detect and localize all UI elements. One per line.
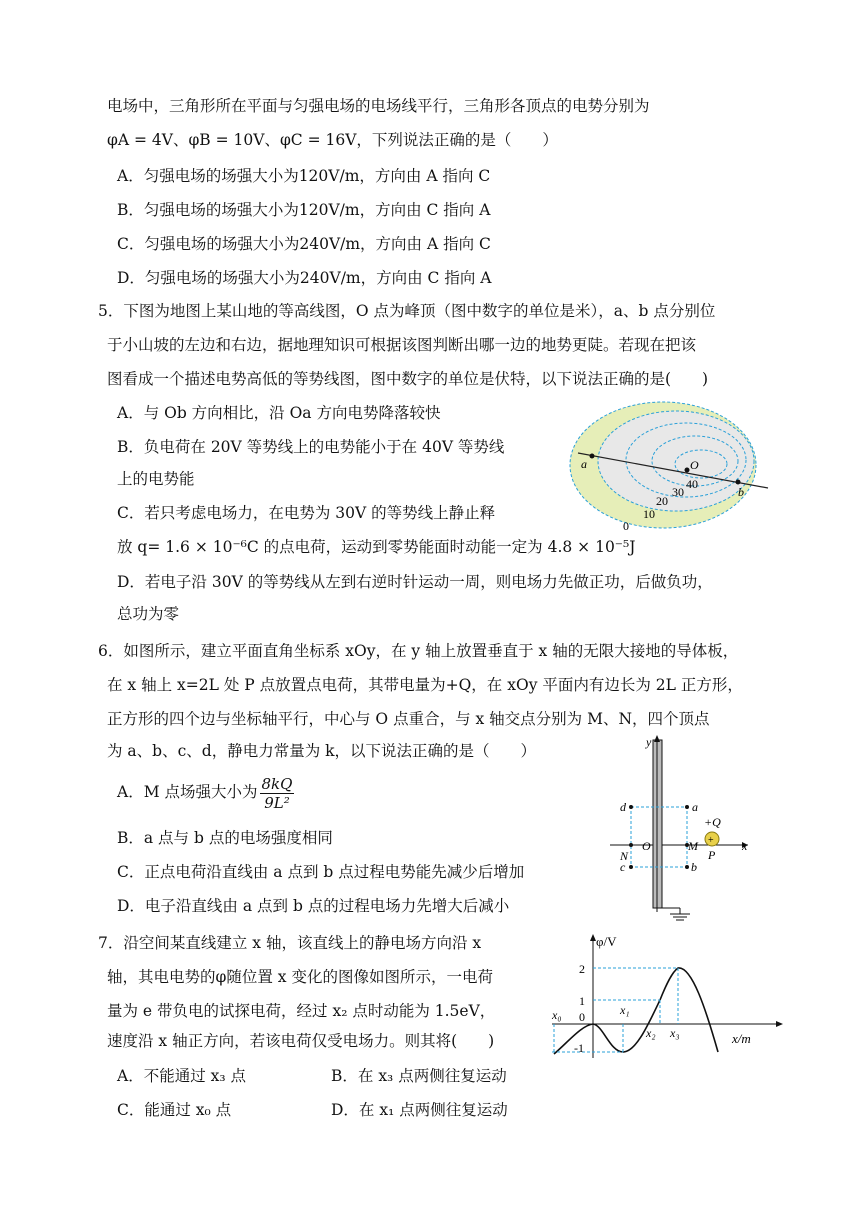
x-axis-label: x/m [732, 1031, 751, 1046]
q6-option-a-fraction [260, 775, 295, 812]
q7-option-a: A．不能通过 x₃ 点 [117, 1067, 247, 1085]
q6-option-d: D．电子沿直线由 a 点到 b 点的过程电场力先增大后减小 [117, 897, 510, 915]
contour-map-figure [568, 398, 773, 538]
q4-intro: 电场中，三角形所在平面与匀强电场的电场线平行，三角形各顶点的电势分别为 [107, 97, 650, 115]
q7-option-d: D．在 x₁ 点两侧往复运动 [331, 1101, 508, 1119]
label-10: 10 [643, 507, 655, 521]
label-20: 20 [656, 494, 668, 508]
tick-neg1: -1 [574, 1041, 584, 1055]
frac-denominator: 9L² [264, 793, 290, 812]
q6-stem-3: 正方形的四个边与坐标轴平行，中心与 O 点重合，与 x 轴交点分别为 M、N，四个顶点 [107, 710, 710, 728]
label-0: 0 [623, 519, 629, 533]
y-axis-label: φ/V [596, 934, 617, 949]
q6-stem-1: 6．如图所示，建立平面直角坐标系 xOy，在 y 轴上放置垂直于 x 轴的无限大接地的导体板， [98, 642, 739, 660]
label-x1: x₁ [620, 1003, 630, 1017]
frac-numerator: 8kQ [261, 774, 293, 793]
q5-option-c-cont: 放 q= 1.6 × 10⁻⁶C 的点电荷，运动到零势能面时动能一定为 4.8 × 10⁻⁵J [117, 538, 636, 556]
label-plus-Q: +Q [704, 815, 721, 829]
label-a: a [581, 457, 587, 471]
label-c: c [620, 860, 626, 874]
q7-stem-3: 量为 e 带负电的试探电荷，经过 x₂ 点时动能为 1.5eV， [107, 1002, 496, 1020]
label-N: N [620, 849, 629, 863]
label-x3: x₃ [670, 1026, 680, 1040]
q4-option-d: D．匀强电场的场强大小为240V/m，方向由 C 指向 A [117, 269, 492, 287]
q7-stem-1: 7．沿空间某直线建立 x 轴，该直线上的静电场方向沿 x [98, 934, 482, 952]
q7-stem-4: 速度沿 x 轴正方向，若该电荷仅受电场力。则其将( ) [107, 1032, 495, 1050]
tick-2: 2 [579, 962, 585, 976]
q5-stem-1: 5．下图为地图上某山地的等高线图，O 点为峰顶（图中数字的单位是米），a、b 点分别位 [98, 302, 716, 320]
contour-40 [675, 450, 727, 478]
q5-option-a: A．与 Ob 方向相比，沿 Oa 方向电势降落较快 [117, 404, 441, 422]
q4-potentials: φA = 4V、φB = 10V、φC = 16V，下列说法正确的是（ ） [107, 131, 558, 149]
q7-option-c: C．能通过 x₀ 点 [117, 1101, 232, 1119]
q5-option-d-cont: 总功为零 [117, 605, 180, 623]
q6-option-a-prefix: A．M 点场强大小为 [117, 783, 258, 801]
label-d: d [620, 800, 626, 814]
q5-stem-2: 于小山坡的左边和右边，据地理知识可根据该图判断出哪一边的地势更陡。若现在把该 [107, 336, 697, 354]
tick-1: 1 [579, 994, 585, 1008]
q4-option-b: B．匀强电场的场强大小为120V/m，方向由 C 指向 A [117, 201, 491, 219]
label-x2: x₂ [646, 1026, 656, 1040]
label-P: P [708, 848, 716, 862]
label-b: b [738, 485, 744, 499]
label-40: 40 [686, 477, 698, 491]
q6-option-a [117, 772, 294, 812]
label-x: x [742, 839, 748, 853]
q5-option-c: C．若只考虑电场力，在电势为 30V 的等势线上静止释 [117, 504, 496, 522]
tick-0: 0 [579, 1010, 585, 1024]
q6-stem-2: 在 x 轴上 x=2L 处 P 点放置点电荷，其带电量为+Q，在 xOy 平面内有边长为 2L 正方形， [107, 676, 743, 694]
label-b: b [691, 860, 697, 874]
conductor-plate-figure [600, 732, 760, 922]
potential-graph [548, 930, 788, 1070]
label-y: y [646, 735, 652, 749]
q5-option-d: D．若电子沿 30V 的等势线从左到右逆时针运动一周，则电场力先做正功，后做负功， [117, 573, 713, 591]
q5-option-b: B．负电荷在 20V 等势线上的电势能小于在 40V 等势线 [117, 438, 505, 456]
q4-option-c: C．匀强电场的场强大小为240V/m，方向由 A 指向 C [117, 235, 491, 253]
q7-stem-2: 轴，其电电势的φ随位置 x 变化的图像如图所示，一电荷 [107, 968, 493, 986]
q5-option-b-cont: 上的电势能 [117, 470, 195, 488]
q7-option-b: B．在 x₃ 点两侧往复运动 [331, 1067, 507, 1085]
q6-option-b: B．a 点与 b 点的电场强度相同 [117, 829, 333, 847]
label-O: O [642, 839, 651, 853]
svg-text:+: + [708, 835, 714, 846]
q5-stem-3: 图看成一个描述电势高低的等势线图，图中数字的单位是伏特，以下说法正确的是( ) [107, 370, 709, 388]
label-x0: x₀ [552, 1008, 562, 1022]
q4-option-a: A．匀强电场的场强大小为120V/m，方向由 A 指向 C [117, 167, 491, 185]
label-a: a [692, 800, 698, 814]
label-O: O [690, 458, 699, 472]
q6-stem-4: 为 a、b、c、d，静电力常量为 k，以下说法正确的是（ ） [107, 742, 537, 760]
label-M: M [688, 839, 698, 853]
label-30: 30 [672, 485, 684, 499]
q6-option-c: C．正点电荷沿直线由 a 点到 b 点过程电势能先减少后增加 [117, 863, 525, 881]
